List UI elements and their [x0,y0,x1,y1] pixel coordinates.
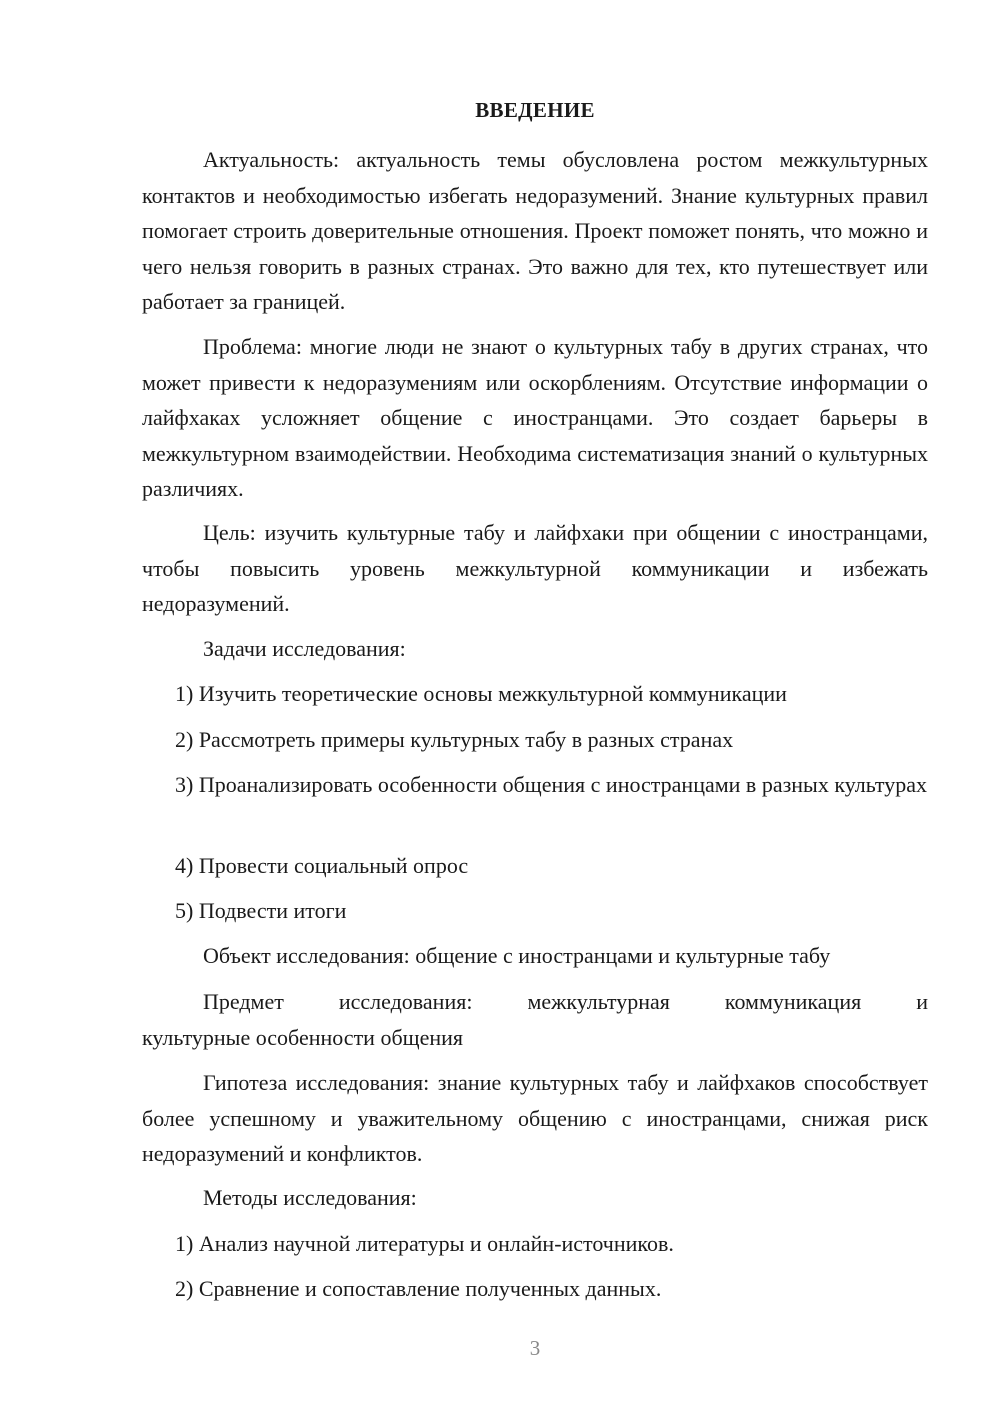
method-item-1 [142,1226,928,1262]
method-item-2 [142,1271,928,1307]
object-paragraph [142,938,928,974]
method-item-text: 2) Сравнение и сопоставление полученных данных. [175,1276,662,1301]
methods-title-text: Методы исследования: [203,1185,417,1210]
goal-text: Цель: изучить культурные табу и лайфхаки при общении с иностранцами, чтобы повысить уровень межкультурной коммуникации и избежать недоразумений. [142,520,928,616]
task-item-3 [142,767,928,803]
task-item-5 [142,893,928,929]
method-item-text: 1) Анализ научной литературы и онлайн-источников. [175,1231,674,1256]
task-item-2 [142,722,928,758]
task-item-4 [142,848,928,884]
problem-paragraph [142,329,928,507]
relevance-text: Актуальность: актуальность темы обусловлена ростом межкультурных контактов и необходимостью избегать недоразумений. Знание культурных правил помогает строить доверительные отношения. Проект поможет понять, что можно и чего нельзя говорить в разных странах. Это важно для тех, кто путешествует или работает за границей. [142,147,928,314]
subject-line-1: Предмет исследования: межкультурная коммуникация и [203,989,928,1014]
subject-paragraph [142,984,928,1055]
page-number: 3 [529,1336,541,1360]
hypothesis-paragraph [142,1065,928,1172]
task-item-text: 3) Проанализировать особенности общения с иностранцами в разных культурах [175,772,928,797]
problem-text: Проблема: многие люди не знают о культурных табу в других странах, что может привести к недоразумениям или оскорблениям. Отсутствие информации о лайфхаках усложняет общение с иностранцами. Это создает барьеры в межкультурном взаимодействии. Необходима систематизация знаний о культурных различиях. [142,334,928,501]
goal-paragraph [142,515,928,622]
subject-line-2: культурные особенности общения [142,1024,464,1050]
hypothesis-text: Гипотеза исследования: знание культурных табу и лайфхаков способствует более успешному и уважительному общению с иностранцами, снижая риск недоразумений и конфликтов. [142,1070,928,1166]
task-item-text: 2) Рассмотреть примеры культурных табу в разных странах [175,727,734,752]
tasks-title-text: Задачи исследования: [203,636,406,661]
tasks-title [142,631,928,667]
task-item-1 [142,676,928,712]
section-heading: ВВЕДЕНИЕ [475,98,595,122]
object-text: Объект исследования: общение с иностранцами и культурные табу [203,943,831,968]
task-item-text: 5) Подвести итоги [175,898,347,923]
methods-title [142,1180,928,1216]
task-item-text: 1) Изучить теоретические основы межкультурной коммуникации [175,681,787,706]
task-item-text: 4) Провести социальный опрос [175,853,469,878]
relevance-paragraph [142,142,928,320]
